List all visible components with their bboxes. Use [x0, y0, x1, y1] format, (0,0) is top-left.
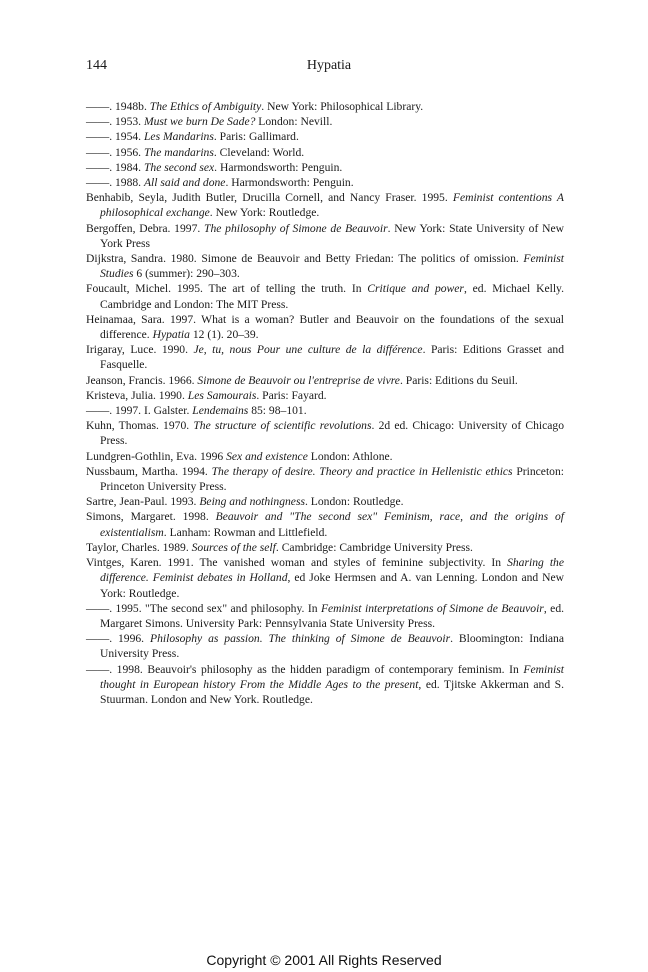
reference-publisher: Princeton: Princeton University Press. [100, 464, 564, 494]
reference-author-year: ——. 1954. [86, 130, 144, 144]
reference-entry [86, 464, 564, 494]
reference-entry [86, 175, 564, 190]
reference-entry [86, 388, 564, 403]
reference-title: Critique and power [367, 282, 464, 296]
page-header [86, 58, 572, 78]
reference-publisher: , ed Joke Hermsen and A. van Lenning. London and New York: Routledge. [100, 571, 564, 600]
reference-publisher: 12 (1). 20–39. [189, 328, 259, 342]
reference-publisher: . Paris: Fayard. [256, 388, 327, 402]
reference-author-year: ——. 1998. Beauvoir's philosophy as the hidden paradigm of contemporary feminism. In [86, 662, 524, 676]
reference-entry [86, 494, 564, 509]
reference-publisher: 85: 98–101. [248, 404, 307, 418]
reference-author-year: ——. 1995. "The second sex" and philosophy. In [86, 601, 321, 615]
reference-entry [86, 221, 564, 251]
reference-author-year: ——. 1953. [86, 115, 144, 129]
reference-publisher: London: Nevill. [255, 115, 333, 129]
reference-author-year: ——. 1988. [86, 176, 144, 190]
reference-title: Being and nothingness [199, 495, 305, 509]
reference-publisher: . Paris: Editions Grasset and Fasquelle. [100, 343, 564, 372]
reference-author-year: Taylor, Charles. 1989. [86, 540, 192, 554]
copyright-footer: Copyright © 2001 All Rights Reserved [206, 952, 442, 968]
reference-title: Philosophy as passion. The thinking of Simone de Beauvoir [150, 632, 451, 646]
reference-entry [86, 662, 564, 708]
reference-author-year: ——. 1996. [86, 632, 150, 646]
reference-publisher: . Cleveland: World. [213, 145, 305, 159]
reference-title: The therapy of desire. Theory and practice in Hellenistic ethics [211, 464, 513, 478]
reference-entry [86, 114, 564, 129]
reference-author-year: Bergoffen, Debra. 1997. [86, 221, 205, 235]
references-list [86, 99, 564, 707]
reference-publisher: London: Athlone. [307, 449, 393, 463]
reference-publisher: , ed. Michael Kelly. Cambridge and London: The MIT Press. [100, 282, 564, 311]
reference-entry [86, 540, 564, 555]
reference-title: Hypatia [152, 328, 190, 342]
reference-author-year: Vintges, Karen. 1991. The vanished woman and styles of feminine subjectivity. In [86, 556, 508, 570]
reference-title: The Ethics of Ambiguity [149, 100, 262, 113]
reference-author-year: ——. 1997. I. Galster. [86, 404, 193, 418]
reference-title: Feminist thought in European history From the Middle Ages to the present [100, 662, 564, 691]
reference-author-year: ——. 1948b. [86, 100, 150, 113]
reference-publisher: . Harmondsworth: Penguin. [225, 176, 354, 190]
page-number: 144 [86, 58, 107, 73]
reference-entry [86, 251, 564, 281]
reference-entry [86, 373, 564, 388]
reference-entry [86, 418, 564, 448]
reference-entry [86, 145, 564, 160]
reference-publisher: 6 (summer): 290–303. [133, 267, 240, 281]
reference-publisher: . Paris: Gallimard. [213, 130, 299, 144]
reference-author-year: Kuhn, Thomas. 1970. [86, 419, 194, 433]
reference-entry [86, 342, 564, 372]
reference-title: The mandarins [143, 145, 214, 159]
reference-entry [86, 312, 564, 342]
reference-publisher: , ed. Tjitske Akkerman and S. Stuurman. London and New York. Routledge. [100, 677, 564, 706]
reference-author-year: Dijkstra, Sandra. 1980. Simone de Beauvoir and Betty Friedan: The politics of omission. [86, 252, 524, 266]
reference-title: Sharing the difference. Feminist debates in Holland [100, 556, 564, 585]
reference-entry [86, 281, 564, 311]
reference-publisher: . London: Routledge. [304, 495, 404, 509]
reference-title: Simone de Beauvoir ou l'entreprise de vivre [197, 373, 400, 387]
reference-author-year: Lundgren-Gothlin, Eva. 1996 [86, 449, 227, 463]
reference-author-year: Simons, Margaret. 1998. [86, 510, 216, 524]
reference-entry [86, 129, 564, 144]
reference-entry [86, 99, 564, 114]
reference-publisher: . New York: Philosophical Library. [261, 100, 424, 113]
reference-title: The philosophy of Simone de Beauvoir [204, 221, 388, 235]
reference-title: Sources of the self [191, 540, 276, 554]
reference-entry [86, 403, 564, 418]
reference-publisher: . Paris: Editions du Seuil. [399, 373, 518, 387]
reference-title: The second sex [143, 160, 215, 174]
reference-title: Je, tu, nous Pour une culture de la différence [193, 343, 423, 357]
reference-publisher: . New York: Routledge. [209, 206, 320, 220]
reference-publisher: , ed. Margaret Simons. University Park: Pennsylvania State University Press. [100, 601, 565, 630]
reference-title: Must we burn De Sade? [143, 115, 256, 129]
reference-title: Feminist Studies [100, 252, 564, 281]
reference-author-year: ——. 1956. [86, 145, 144, 159]
reference-publisher: . Lanham: Rowman and Littlefield. [163, 525, 328, 539]
reference-title: All said and done [143, 176, 226, 190]
reference-entry [86, 160, 564, 175]
reference-entry [86, 509, 564, 539]
reference-title: Feminist contentions A philosophical exchange [100, 191, 564, 220]
reference-entry [86, 601, 564, 631]
reference-author-year: ——. 1984. [86, 160, 144, 174]
reference-entry [86, 555, 564, 601]
reference-title: Les Samourais [187, 388, 257, 402]
reference-title: Lendemains [192, 404, 249, 418]
journal-title: Hypatia [306, 58, 352, 73]
reference-publisher: . New York: State University of New York Press [100, 221, 564, 250]
reference-publisher: . Cambridge: Cambridge University Press. [275, 540, 473, 554]
reference-author-year: Kristeva, Julia. 1990. [86, 388, 188, 402]
reference-author-year: Sartre, Jean-Paul. 1993. [86, 495, 200, 509]
reference-publisher: . Harmondsworth: Penguin. [214, 160, 343, 174]
reference-entry [86, 449, 564, 464]
reference-title: The structure of scientific revolutions [193, 419, 372, 433]
reference-publisher: . 2d ed. Chicago: University of Chicago Press. [100, 419, 564, 448]
reference-author-year: Benhabib, Seyla, Judith Butler, Drucilla Cornell, and Nancy Fraser. 1995. [86, 191, 453, 205]
reference-entry [86, 190, 564, 220]
reference-title: Beauvoir and "The second sex" Feminism, race, and the origins of existentialism [100, 510, 564, 539]
reference-author-year: Nussbaum, Martha. 1994. [86, 464, 212, 478]
reference-entry [86, 631, 564, 661]
reference-title: Sex and existence [226, 449, 308, 463]
reference-author-year: Heinamaa, Sara. 1997. What is a woman? Butler and Beauvoir on the foundations of the sexual difference. [86, 312, 564, 342]
reference-author-year: Jeanson, Francis. 1966. [86, 373, 198, 387]
reference-title: Feminist interpretations of Simone de Beauvoir [320, 601, 544, 615]
reference-author-year: Foucault, Michel. 1995. The art of telling the truth. In [86, 282, 368, 296]
reference-author-year: Irigaray, Luce. 1990. [86, 343, 194, 357]
reference-publisher: . Bloomington: Indiana University Press. [100, 632, 564, 661]
reference-title: Les Mandarins [143, 130, 214, 144]
